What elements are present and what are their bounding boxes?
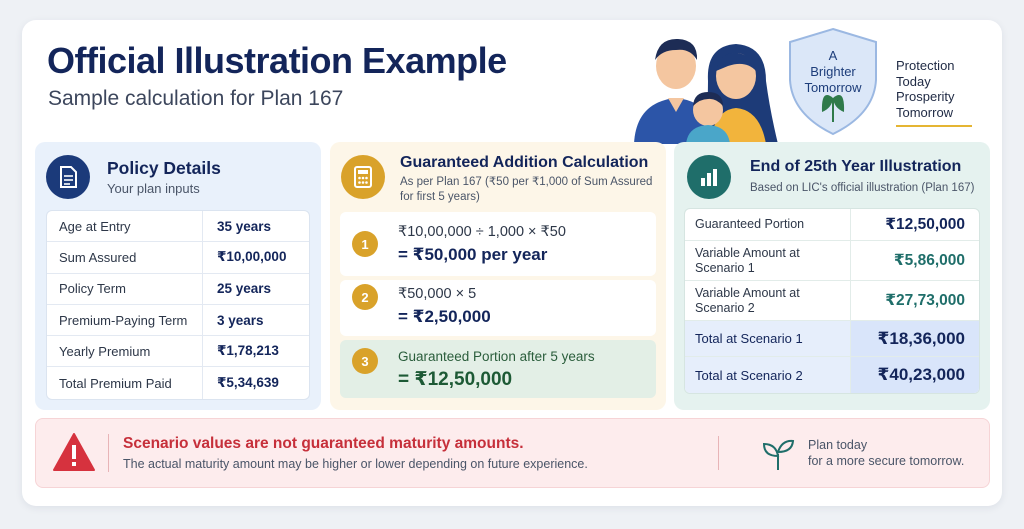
- document-icon: [46, 155, 90, 199]
- row-value: ₹10,00,000: [217, 249, 287, 265]
- row-value: ₹18,36,000: [877, 328, 965, 348]
- row-value: ₹5,86,000: [893, 252, 965, 269]
- page-title: Official Illustration Example: [47, 40, 507, 81]
- calc-step: [340, 340, 656, 398]
- table-row: [685, 241, 979, 281]
- policy-table: [46, 210, 310, 400]
- step-formula: Guaranteed Portion after 5 years: [398, 349, 595, 364]
- table-row: [47, 242, 309, 273]
- page-subtitle: Sample calculation for Plan 167: [48, 87, 344, 110]
- table-row: [47, 336, 309, 367]
- step-result: = ₹50,000 per year: [398, 245, 548, 264]
- row-label: Total at Scenario 1: [685, 321, 851, 356]
- total-row: [685, 321, 979, 357]
- row-value: ₹12,50,000: [885, 216, 965, 233]
- row-label: Premium-Paying Term: [47, 305, 203, 335]
- calc-step: [340, 280, 656, 336]
- step-result: = ₹12,50,000: [398, 369, 513, 390]
- row-label: Policy Term: [47, 274, 203, 304]
- step-result: = ₹2,50,000: [398, 307, 491, 326]
- row-label: Total at Scenario 2: [685, 357, 851, 393]
- table-row: [47, 367, 309, 398]
- shield-text: A Brighter Tomorrow: [804, 48, 862, 95]
- step-number: 1: [352, 231, 378, 257]
- row-value: ₹40,23,000: [877, 365, 965, 384]
- illustration-subtitle: Based on LIC's official illustration (Plan 167): [750, 182, 975, 194]
- illustration-title: End of 25th Year Illustration: [750, 158, 962, 175]
- sprout-icon: [760, 438, 796, 472]
- row-value: ₹27,73,000: [885, 292, 965, 309]
- row-label: Guaranteed Portion: [685, 209, 851, 240]
- row-label: Total Premium Paid: [47, 367, 203, 398]
- policy-details-subtitle: Your plan inputs: [107, 181, 200, 196]
- table-row: [685, 209, 979, 241]
- step-number: 2: [352, 284, 378, 310]
- policy-details-title: Policy Details: [107, 158, 221, 178]
- table-row: [47, 211, 309, 242]
- total-row: [685, 357, 979, 393]
- warning-icon: [52, 432, 96, 472]
- row-value: 25 years: [217, 281, 272, 297]
- calc-step: [340, 212, 656, 276]
- disclaimer-title: Scenario values are not guaranteed maturity amounts.: [123, 435, 524, 452]
- tagline: Protection Today Prosperity Tomorrow: [896, 58, 955, 120]
- family-illustration: [628, 26, 788, 144]
- row-value: 3 years: [217, 312, 264, 328]
- illustration-table: [684, 208, 980, 394]
- calc-subtitle: As per Plan 167 (₹50 per ₹1,000 of Sum Assured for first 5 years): [400, 176, 653, 203]
- table-row: [47, 274, 309, 305]
- divider: [718, 436, 719, 470]
- step-number: 3: [352, 348, 378, 374]
- plan-today-text: Plan today for a more secure tomorrow.: [808, 438, 965, 468]
- calc-title: Guaranteed Addition Calculation: [400, 154, 649, 171]
- row-label: Yearly Premium: [47, 336, 203, 366]
- calculator-icon: [341, 155, 385, 199]
- step-formula: ₹50,000 × 5: [398, 286, 477, 302]
- row-value: ₹5,34,639: [217, 375, 279, 391]
- row-label: Sum Assured: [47, 242, 203, 272]
- divider: [108, 434, 109, 472]
- row-value: ₹1,78,213: [217, 343, 279, 359]
- row-label: Age at Entry: [47, 211, 203, 241]
- table-row: [685, 281, 979, 321]
- tagline-underline: [896, 125, 972, 127]
- step-formula: ₹10,00,000 ÷ 1,000 × ₹50: [398, 224, 566, 240]
- table-row: [47, 305, 309, 336]
- row-label: Variable Amount at Scenario 2: [685, 281, 851, 320]
- row-value: 35 years: [217, 218, 272, 234]
- disclaimer-text: The actual maturity amount may be higher or lower depending on future experience.: [123, 457, 588, 471]
- bar-chart-icon: [687, 155, 731, 199]
- row-label: Variable Amount at Scenario 1: [685, 241, 851, 280]
